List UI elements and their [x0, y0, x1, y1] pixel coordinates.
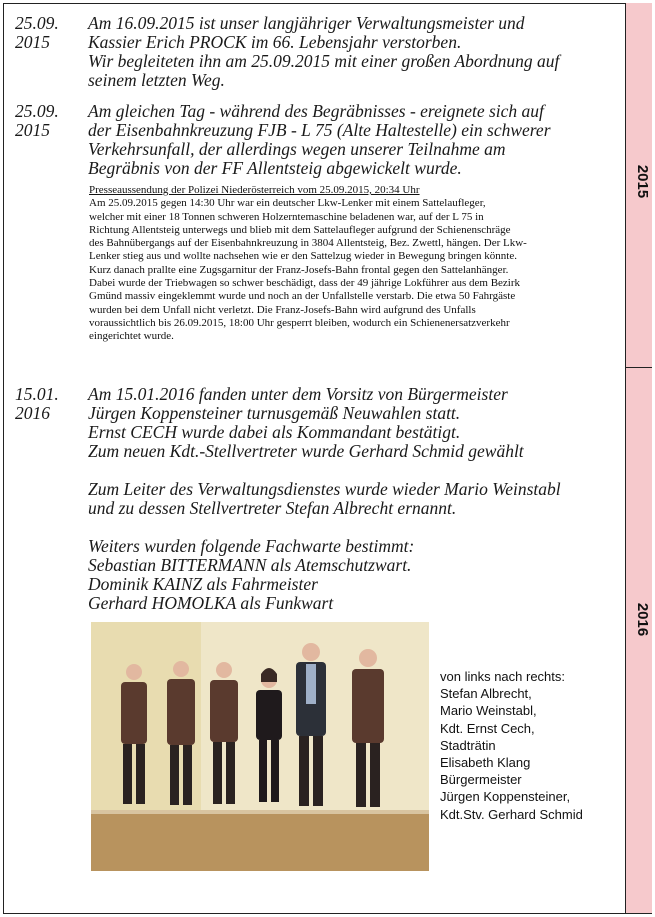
photo-caption: von links nach rechts: Stefan Albrecht, Mario Weinstabl, Kdt. Ernst Cech, Stadträtin Elisabeth Klang Bürgermeister Jürgen Koppensteiner, Kdt.Stv. Gerhard Schmid — [440, 669, 583, 822]
entry-date: 25.09. 2015 — [15, 13, 59, 52]
entry-date: 15.01. 2016 — [15, 384, 59, 423]
year-band-2015 — [626, 3, 652, 368]
year-label-2016: 2016 — [634, 602, 652, 637]
entry-text: Am 15.01.2016 fanden unter dem Vorsitz von Bürgermeister Jürgen Koppensteiner turnusgemäß Neuwahlen statt. Ernst CECH wurde dabei als Kommandant bestätigt. Zum neuen Kdt.-Stellvertreter wurde Gerhard Schmid gewählt Zum Leiter des Verwaltungsdienstes wurde wieder Mario Weinstabl und zu dessen Stellvertreter Stefan Albrecht ernannt. Weiters wurden folgende Fachwarte bestimmt: Sebastian BITTERMANN als Atemschutzwart. Dominik KAINZ als Fahrmeister Gerhard HOMOLKA als Funkwart — [88, 384, 561, 613]
year-sidebar — [625, 3, 652, 914]
year-band-2016 — [626, 368, 652, 913]
group-photo-illustration — [91, 622, 429, 871]
entry-date: 25.09. 2015 — [15, 101, 59, 140]
press-heading: Presseaussendung der Polizei Niederösterreich vom 25.09.2015, 20:34 Uhr — [89, 184, 420, 196]
entry-text: Am gleichen Tag - während des Begräbnisses - ereignete sich auf der Eisenbahnkreuzung FJB - L 75 (Alte Haltestelle) ein schwerer Verkehrsunfall, der allerdings wegen unserer Teilnahme am Begräbnis von der FF Allentsteig abgewickelt wurde. — [88, 101, 551, 178]
police-press-release: Presseaussendung der Polizei Niederösterreich vom 25.09.2015, 20:34 Uhr Am 25.09.2015 gegen 14:30 Uhr war ein deutscher Lkw-Lenker mit einem Sattelaufleger, welcher mit einer 18 Tonnen schweren Holzerntemaschine beladenen war, auf der L 75 in Richtung Allentsteig unterwegs und blieb mit dem Sattelaufleger aufgrund der Schienenschräge des Bahnübergangs auf der Eisenbahnkreuzung in 3804 Allentsteig, Bez. Zwettl, hängen. Der Lkw- Lenker stieg aus und wollte nachsehen wie er den Sattelzug wieder in Bewegung bringen könnte. Kurz danach prallte eine Zugsgarnitur der Franz-Josefs-Bahn frontal gegen den Sattelanhänger. Dabei wurde der Triebwagen so schwer beschädigt, dass der 49 jährige Lokführer aus dem Bezirk Gmünd massiv eingeklemmt wurde und noch an der Unfallstelle verstarb. Die etwa 50 Fahrgäste wurden bei dem Unfall nicht verletzt. Die Franz-Josefs-Bahn wird aufgrund des Unfalls voraussichtlich bis 26.09.2015, 18:00 Uhr gesperrt bleiben, wodurch ein Schienenersatzverkehr eingerichtet wurde. — [89, 184, 609, 344]
year-label-2015: 2015 — [634, 164, 652, 199]
group-photo — [91, 622, 429, 871]
entry-text: Am 16.09.2015 ist unser langjähriger Verwaltungsmeister und Kassier Erich PROCK im 66. Lebensjahr verstorben. Wir begleiteten ihn am 25.09.2015 mit einer großen Abordnung auf seinem letzten Weg. — [88, 13, 560, 90]
